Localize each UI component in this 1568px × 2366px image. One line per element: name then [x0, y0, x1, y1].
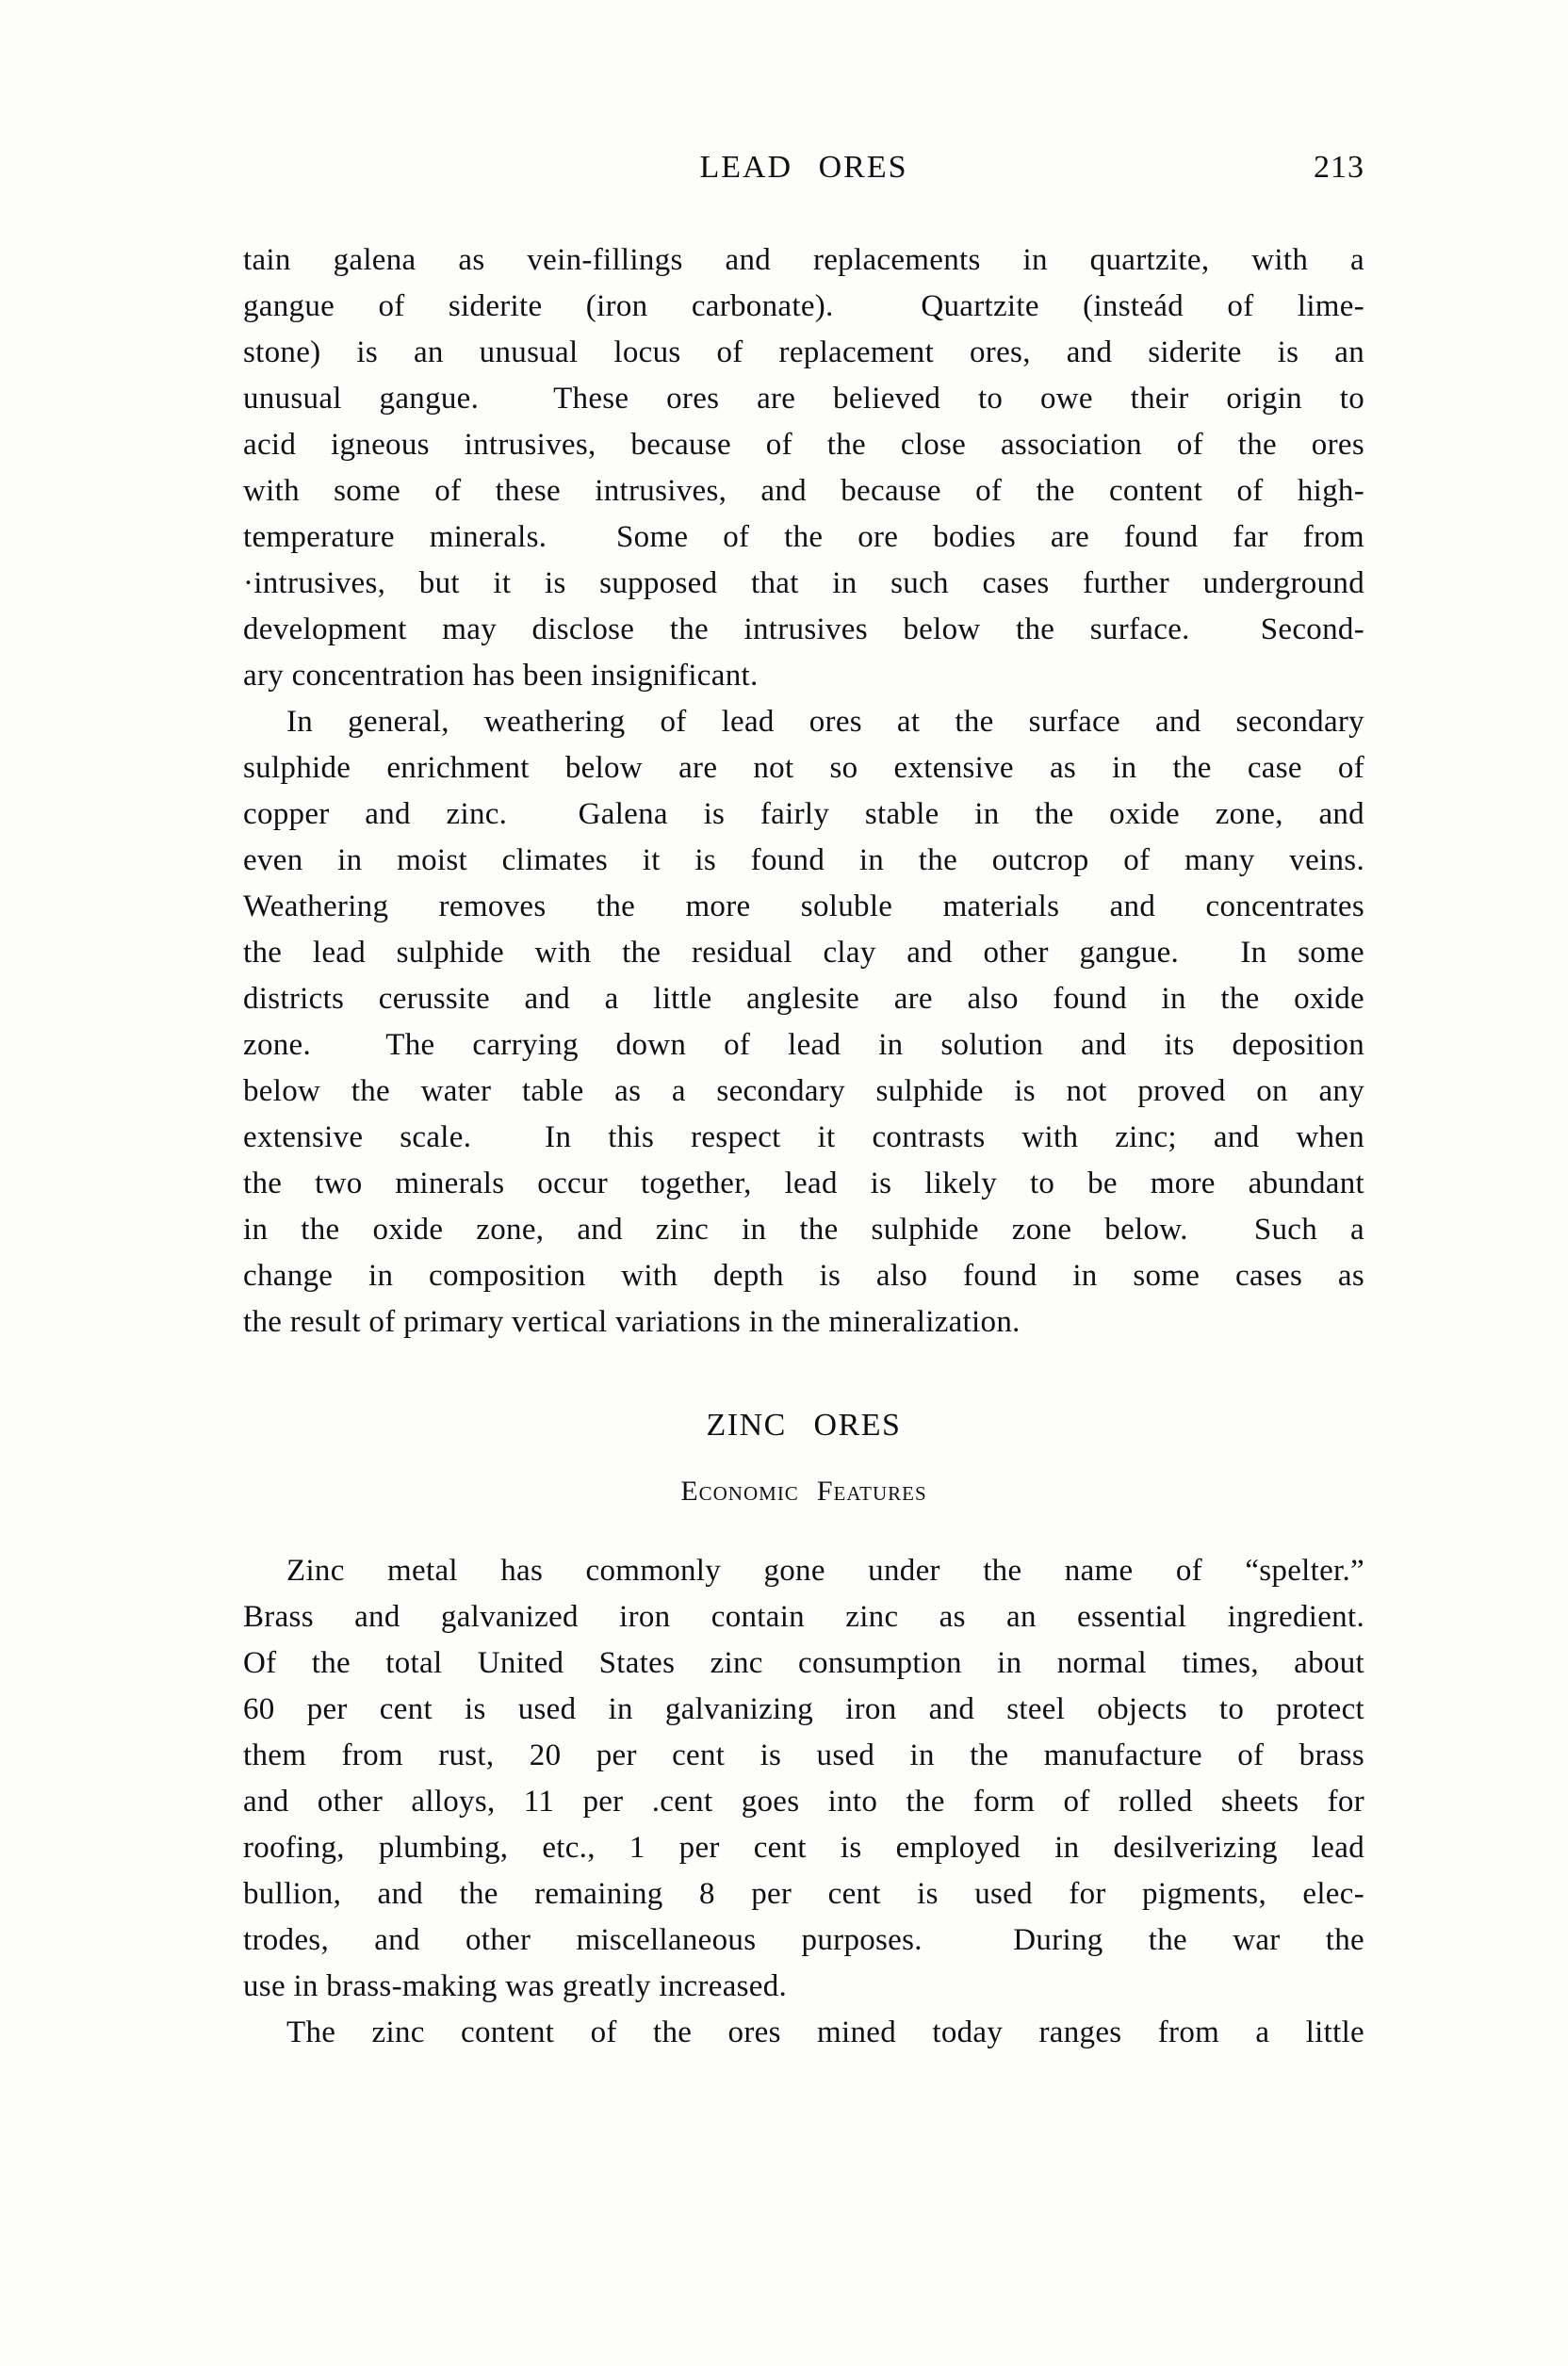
text-block: [243, 237, 1364, 2056]
text-line: the result of primary vertical variations in the mineralization.: [243, 1305, 1021, 1339]
text-line: Zinc metal has commonly gone under the name of “spelter.”: [286, 1554, 1364, 1588]
section-subheading: Economic Features: [680, 1476, 927, 1507]
text-line: ary concentration has been insignificant.: [243, 659, 759, 693]
text-line: below the water table as a secondary sulphide is not proved on any: [243, 1074, 1364, 1108]
text-line: the two minerals occur together, lead is likely to be more abundant: [243, 1167, 1364, 1200]
text-line: ·intrusives, but it is supposed that in such cases further underground: [243, 566, 1364, 600]
text-line: and other alloys, 11 per .cent goes into the form of rolled sheets for: [243, 1785, 1364, 1819]
text-line: gangue of siderite (iron carbonate). Quartzite (insteád of lime-: [243, 289, 1364, 323]
text-line: temperature minerals. Some of the ore bodies are found far from: [243, 520, 1364, 554]
paragraph: [243, 2010, 1364, 2056]
text-line: even in moist climates it is found in the outcrop of many veins.: [243, 843, 1364, 877]
text-line: Brass and galvanized iron contain zinc as an essential ingredient.: [243, 1600, 1364, 1634]
text-line: use in brass-making was greatly increased.: [243, 1969, 788, 2003]
section-heading: ZINC ORES: [706, 1408, 902, 1443]
text-line: in the oxide zone, and zinc in the sulphide zone below. Such a: [243, 1213, 1364, 1247]
text-line: Of the total United States zinc consumption in normal times, about: [243, 1646, 1364, 1680]
text-line: In general, weathering of lead ores at the surface and secondary: [286, 705, 1364, 739]
text-line: tain galena as vein-fillings and replacements in quartzite, with a: [243, 243, 1364, 277]
text-line: copper and zinc. Galena is fairly stable in the oxide zone, and: [243, 797, 1364, 831]
running-head-title: LEAD ORES: [699, 150, 908, 185]
text-line: the lead sulphide with the residual clay and other gangue. In some: [243, 936, 1364, 970]
page-header: [243, 147, 1364, 188]
paragraph: [243, 237, 1364, 699]
text-line: acid igneous intrusives, because of the close association of the ores: [243, 428, 1364, 462]
paragraph: [243, 1548, 1364, 2010]
text-line: zone. The carrying down of lead in solution and its deposition: [243, 1028, 1364, 1062]
page-number: 213: [1314, 150, 1364, 185]
text-line: unusual gangue. These ores are believed to owe their origin to: [243, 382, 1364, 416]
text-line: development may disclose the intrusives below the surface. Second-: [243, 612, 1364, 646]
text-line: stone) is an unusual locus of replacement ores, and siderite is an: [243, 335, 1364, 369]
text-line: The zinc content of the ores mined today ranges from a little: [286, 2015, 1364, 2049]
text-line: trodes, and other miscellaneous purposes. During the war the: [243, 1923, 1364, 1957]
text-line: them from rust, 20 per cent is used in the manufacture of brass: [243, 1738, 1364, 1772]
text-line: extensive scale. In this respect it contrasts with zinc; and when: [243, 1120, 1364, 1154]
text-line: with some of these intrusives, and because of the content of high-: [243, 474, 1364, 508]
text-line: 60 per cent is used in galvanizing iron and steel objects to protect: [243, 1692, 1364, 1726]
text-line: Weathering removes the more soluble materials and concentrates: [243, 889, 1364, 923]
paragraph: [243, 699, 1364, 1346]
text-line: sulphide enrichment below are not so extensive as in the case of: [243, 751, 1364, 785]
text-line: districts cerussite and a little anglesite are also found in the oxide: [243, 982, 1364, 1016]
text-line: change in composition with depth is also found in some cases as: [243, 1259, 1364, 1293]
text-line: roofing, plumbing, etc., 1 per cent is employed in desilverizing lead: [243, 1831, 1364, 1865]
text-line: bullion, and the remaining 8 per cent is used for pigments, elec-: [243, 1877, 1364, 1911]
